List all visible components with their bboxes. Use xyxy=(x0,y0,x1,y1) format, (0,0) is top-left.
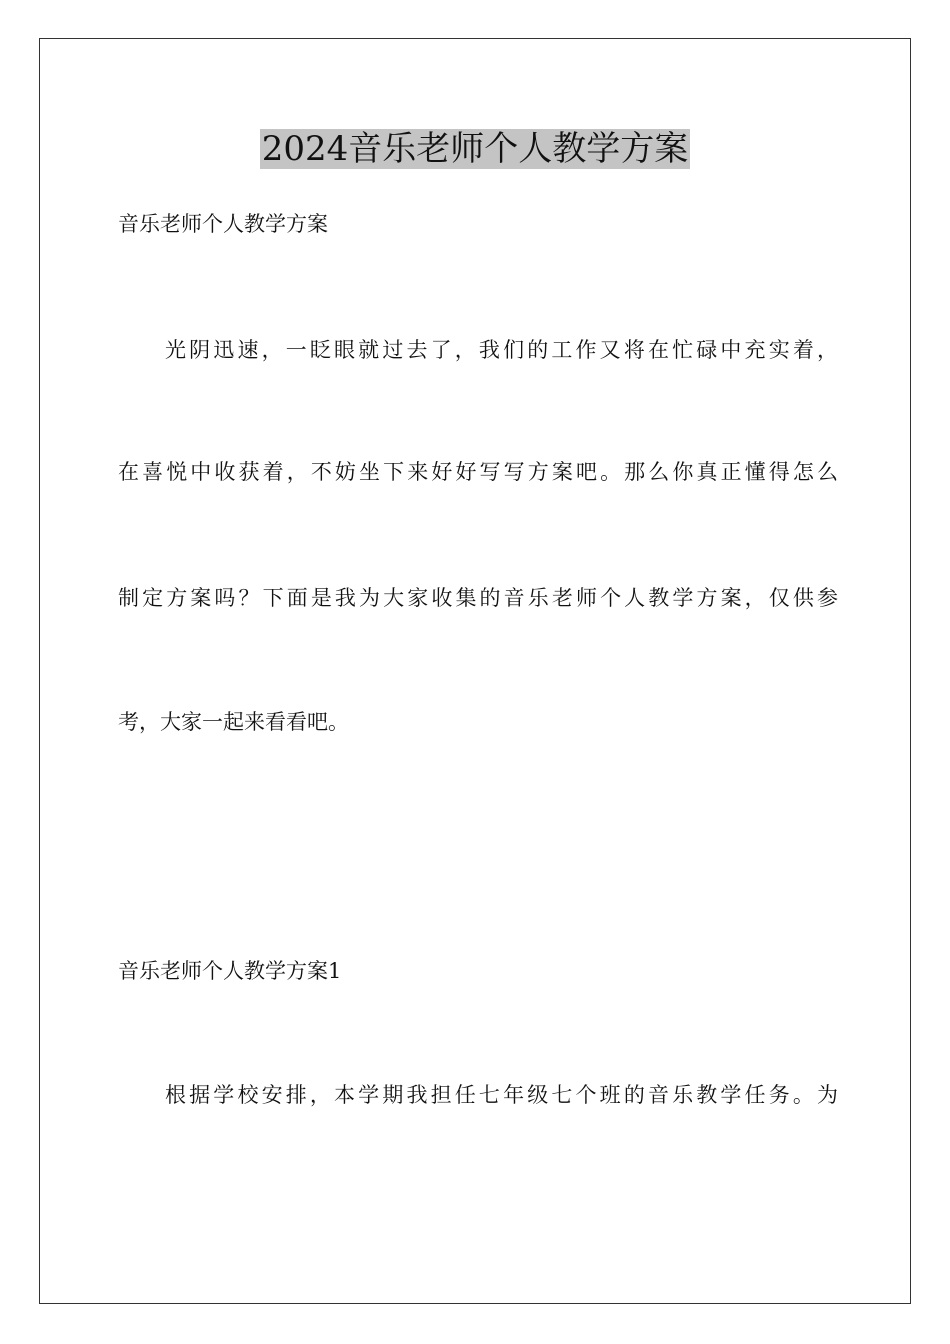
document-title-text: 2024音乐老师个人教学方案 xyxy=(261,129,689,169)
intro-line-3: 制定方案吗？下面是我为大家收集的音乐老师个人教学方案，仅供参 xyxy=(118,586,838,610)
section-1-heading: 音乐老师个人教学方案1 xyxy=(118,959,342,983)
intro-line-2: 在喜悦中收获着，不妨坐下来好好写写方案吧。那么你真正懂得怎么 xyxy=(118,460,838,484)
intro-line-1: 光阴迅速，一眨眼就过去了，我们的工作又将在忙碌中充实着， xyxy=(165,338,838,362)
document-subtitle: 音乐老师个人教学方案 xyxy=(118,212,328,236)
section-1-line-1: 根据学校安排，本学期我担任七年级七个班的音乐教学任务。为 xyxy=(165,1083,838,1107)
document-title xyxy=(0,126,950,172)
intro-line-4: 考，大家一起来看看吧。 xyxy=(118,710,349,734)
